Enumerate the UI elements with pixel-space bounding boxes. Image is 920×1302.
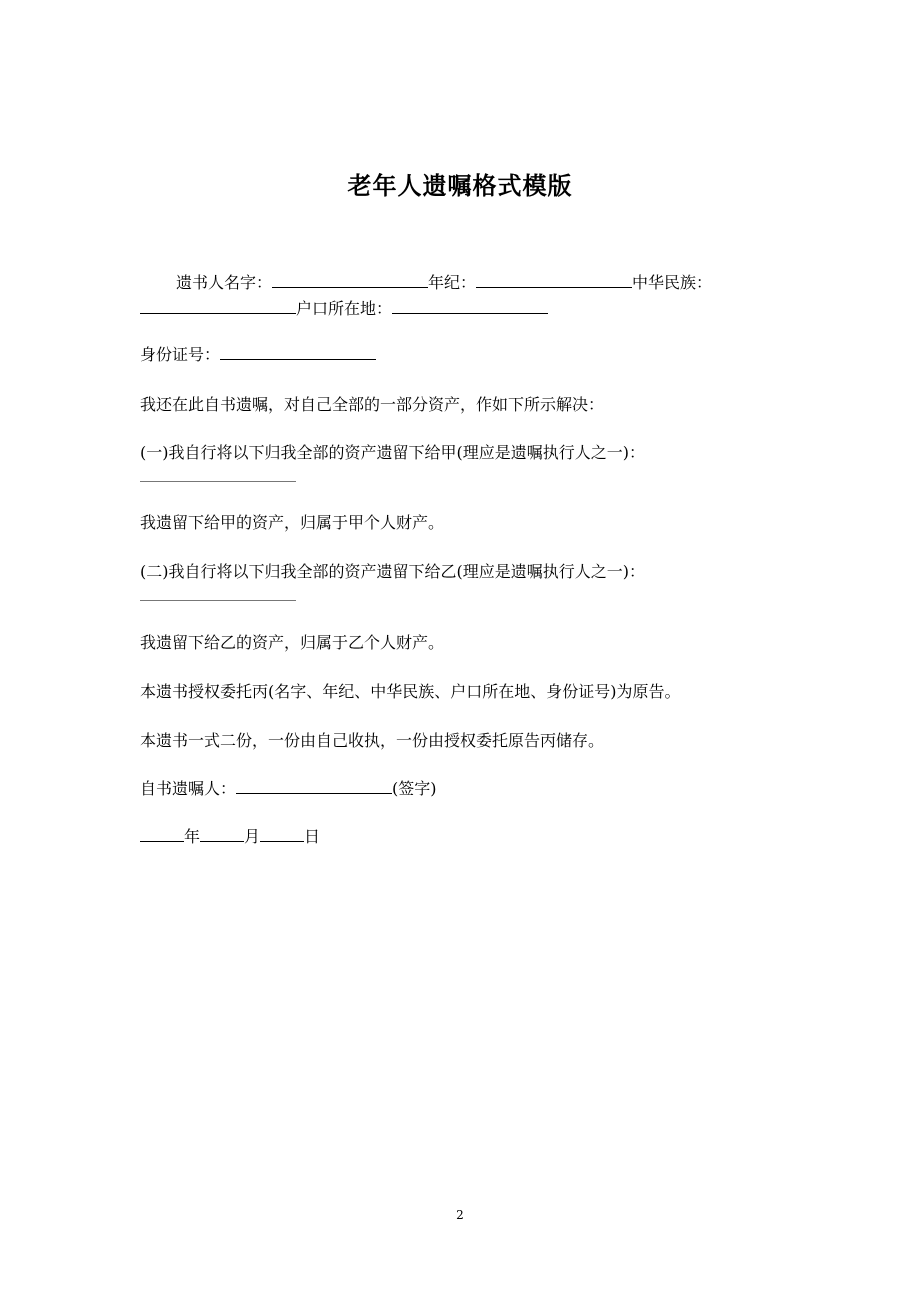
year-label: 年	[184, 827, 201, 846]
clause-two-blank[interactable]	[140, 599, 296, 601]
age-blank[interactable]	[476, 275, 632, 288]
ethnicity-blank[interactable]	[140, 301, 296, 314]
clause-one: (一)我自行将以下归我全部的资产遗留下给甲(理应是遗嘱执行人之一)：	[140, 443, 645, 462]
clause-two: (二)我自行将以下归我全部的资产遗留下给乙(理应是遗嘱执行人之一)：	[140, 562, 645, 581]
year-blank[interactable]	[140, 829, 184, 842]
page-number: 2	[456, 1208, 464, 1222]
month-label: 月	[244, 827, 261, 846]
clause-two-blank-wrap	[140, 599, 790, 601]
intro-paragraph: 我还在此自书遗嘱，对自己全部的一部分资产，作如下所示解决：	[140, 395, 605, 414]
document-title: 老年人遗嘱格式模版	[347, 172, 573, 200]
residence-label: 户口所在地：	[296, 299, 393, 318]
day-blank[interactable]	[260, 829, 304, 842]
name-label: 遗书人名字：	[176, 273, 273, 292]
month-blank[interactable]	[200, 829, 244, 842]
id-blank[interactable]	[220, 347, 376, 360]
clause-two-result: 我遗留下给乙的资产，归属于乙个人财产。	[140, 633, 445, 652]
ethnicity-label: 中华民族：	[632, 273, 713, 292]
name-blank[interactable]	[272, 275, 428, 288]
testator-info-line-1	[140, 270, 790, 296]
age-label: 年纪：	[428, 273, 477, 292]
signature-suffix: (签字)	[392, 779, 437, 798]
day-label: 日	[304, 827, 321, 846]
copies-paragraph: 本遗书一式二份，一份由自己收执，一份由授权委托原告丙储存。	[140, 731, 605, 750]
clause-one-blank[interactable]	[140, 480, 296, 482]
executor-paragraph: 本遗书授权委托丙(名字、年纪、中华民族、户口所在地、身份证号)为原告。	[140, 682, 681, 701]
signature-line	[140, 776, 790, 802]
testator-info-line-2	[140, 296, 790, 322]
signature-blank[interactable]	[236, 781, 392, 794]
residence-blank[interactable]	[392, 301, 548, 314]
clause-one-blank-wrap	[140, 480, 790, 482]
id-label: 身份证号：	[140, 345, 221, 364]
id-number-line	[140, 342, 790, 368]
signature-label: 自书遗嘱人：	[140, 779, 237, 798]
date-line	[140, 824, 790, 850]
clause-one-result: 我遗留下给甲的资产，归属于甲个人财产。	[140, 513, 445, 532]
